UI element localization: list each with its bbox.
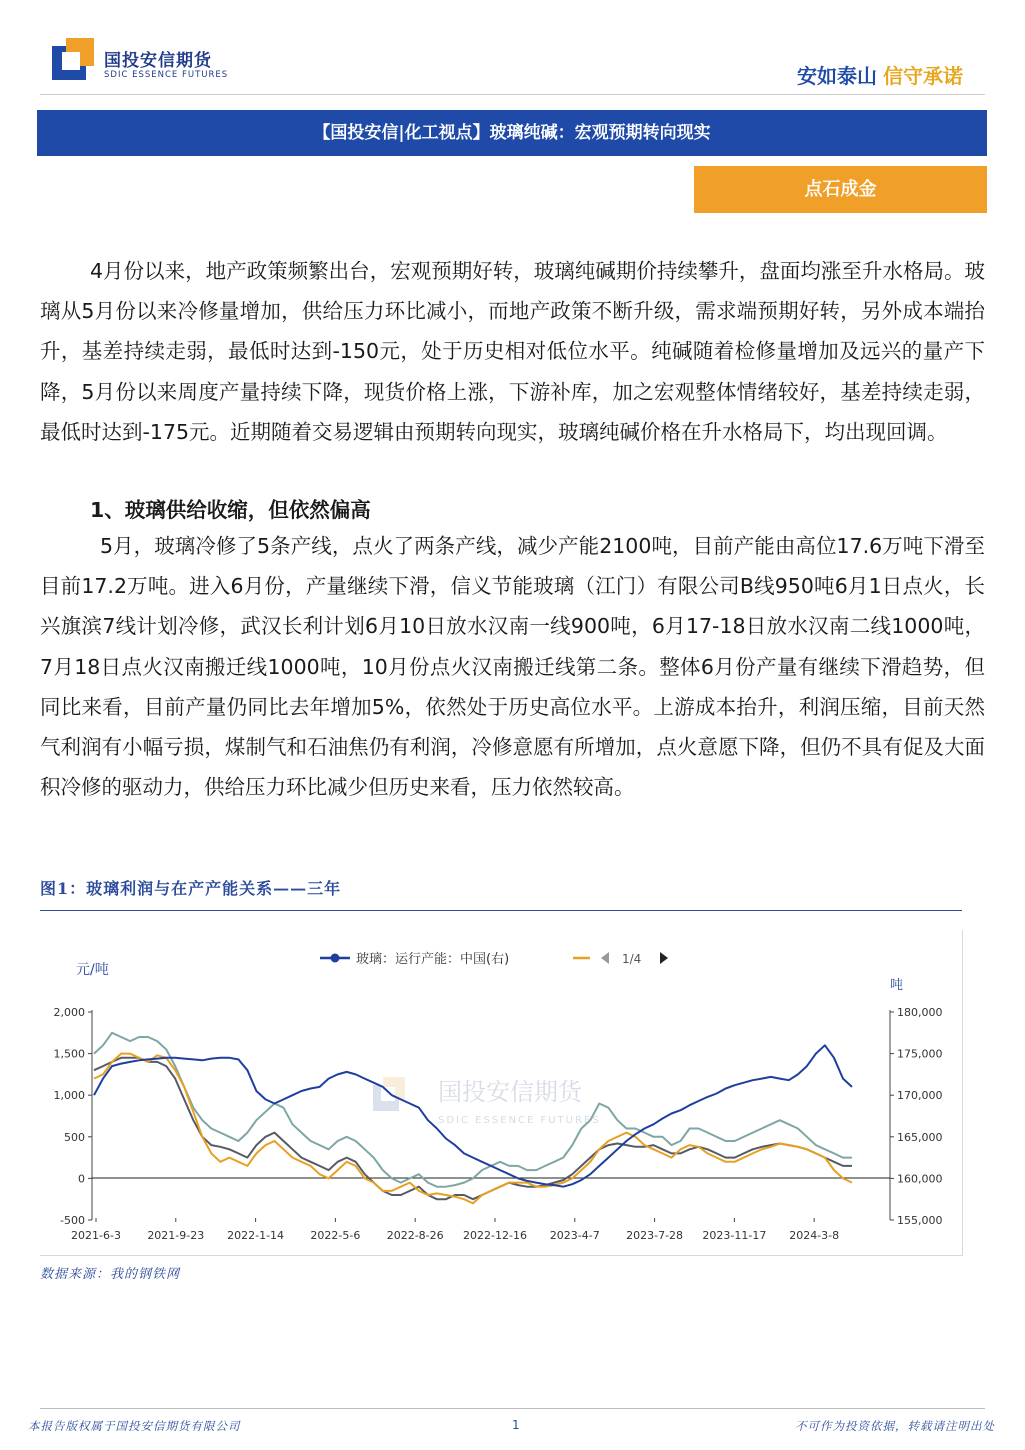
footer-copyright: 本报告版权属于国投安信期货有限公司	[28, 1419, 241, 1433]
x-tick-label: 2021-9-23	[147, 1229, 205, 1242]
slogan-part-2: 信守承诺	[883, 64, 963, 88]
y-right-tick-label: 155,000	[897, 1214, 943, 1227]
footer-divider	[40, 1408, 985, 1409]
paragraph-2: 5月，玻璃冷修了5条产线，点火了两条产线，减少产能2100吨，目前产能由高位17.6万吨下滑至目前17.2万吨。进入6月份，产量继续下滑，信义节能玻璃（江门）有限公司B线950吨6月1日点火，长兴旗滨7线计划冷修，武汉长利计划6月10日放水汉南一线900吨，6月17-18日放水汉南二线1000吨，7月18日点火汉南搬迁线1000吨，10月份点火汉南搬迁线第二条。整体6月份产量有继续下滑趋势，但同比来看，目前产量仍同比去年增加5%，依然处于历史高位水平。上游成本抬升，利润压缩，目前天然气利润有小幅亏损，煤制气和石油焦仍有利润，冷修意愿有所增加，点火意愿下降，但仍不具有促及大面积冷修的驱动力，供给压力环比减少但历史来看，压力依然较高。	[40, 534, 985, 800]
x-tick-label: 2022-8-26	[386, 1229, 444, 1242]
legend-marker-capacity	[331, 954, 340, 963]
watermark-en: SDIC ESSENCE FUTURES	[438, 1115, 601, 1126]
y-left-unit: 元/吨	[76, 962, 109, 978]
y-right-tick-label: 180,000	[897, 1006, 943, 1019]
line-chart	[40, 930, 962, 1255]
slogan	[797, 60, 963, 89]
slogan-part-1: 安如泰山	[797, 64, 877, 88]
y-right-ticks	[890, 1006, 943, 1227]
legend-prev-icon[interactable]	[601, 952, 609, 964]
data-source: 数据来源：我的钢铁网	[40, 1267, 181, 1282]
figure-divider	[40, 910, 962, 911]
x-tick-label: 2024-3-8	[789, 1229, 840, 1242]
x-tick-label: 2022-1-14	[227, 1229, 285, 1242]
header-divider	[40, 94, 985, 95]
footer-disclaimer: 不可作为投资依据，转载请注明出处	[795, 1419, 995, 1433]
x-tick-label: 2022-12-16	[463, 1229, 527, 1242]
legend-page: 1/4	[622, 952, 642, 966]
y-right-tick-label: 175,000	[897, 1047, 943, 1061]
page-number: 1	[512, 1418, 520, 1432]
legend-label-capacity: 玻璃：运行产能：中国(右)	[356, 952, 510, 967]
chart-legend[interactable]	[320, 951, 668, 967]
y-left-tick-label: 2,000	[53, 1006, 85, 1019]
x-tick-label: 2022-5-6	[310, 1229, 361, 1242]
y-right-tick-label: 165,000	[897, 1130, 943, 1144]
legend-next-icon[interactable]	[660, 952, 668, 964]
y-left-tick-label: 500	[64, 1130, 85, 1144]
logo-text-cn: 国投安信期货	[104, 51, 212, 71]
watermark-mark-hole	[381, 1087, 395, 1101]
y-left-ticks	[54, 1006, 93, 1227]
y-right-unit: 吨	[890, 978, 904, 993]
y-right-tick-label: 160,000	[897, 1172, 943, 1186]
series-line-1	[94, 1054, 852, 1204]
x-tick-label: 2023-4-7	[549, 1229, 600, 1242]
logo-text-en: SDIC ESSENCE FUTURES	[104, 70, 229, 80]
y-left-tick-label: 0	[78, 1172, 85, 1186]
figure-caption: 图1：玻璃利润与在产产能关系——三年	[40, 879, 342, 898]
chart-frame	[40, 930, 963, 1256]
series-line-3	[94, 1033, 852, 1187]
report-tag: 点石成金	[694, 166, 987, 213]
y-left-tick-label: 1,500	[53, 1047, 85, 1061]
x-ticks	[71, 1218, 839, 1242]
company-logo	[52, 38, 242, 88]
watermark-cn: 国投安信期货	[438, 1078, 582, 1106]
x-tick-label: 2023-11-17	[702, 1229, 767, 1242]
y-right-tick-label: 170,000	[897, 1089, 943, 1103]
paragraph-1: 4月份以来，地产政策频繁出台，宏观预期好转，玻璃纯碱期价持续攀升，盘面均涨至升水格局。玻璃从5月份以来冷修量增加，供给压力环比减小，而地产政策不断升级，需求端预期好转，另外成本端抬升，基差持续走弱，最低时达到-150元，处于历史相对低位水平。纯碱随着检修量增加及远兴的量产下降，5月份以来周度产量持续下降，现货价格上涨，下游补库，加之宏观整体情绪较好，基差持续走弱，最低时达到-175元。近期随着交易逻辑由预期转向现实，玻璃纯碱价格在升水格局下，均出现回调。	[40, 259, 985, 444]
report-title: 【国投安信|化工视点】玻璃纯碱：宏观预期转向现实	[37, 110, 987, 156]
section-1-title: 1、玻璃供给收缩，但依然偏高	[90, 498, 371, 522]
x-tick-label: 2021-6-3	[71, 1229, 121, 1242]
logo-mark-icon	[52, 38, 94, 80]
x-tick-label: 2023-7-28	[626, 1229, 684, 1242]
y-left-tick-label: 1,000	[53, 1089, 85, 1103]
y-left-tick-label: -500	[60, 1214, 85, 1227]
